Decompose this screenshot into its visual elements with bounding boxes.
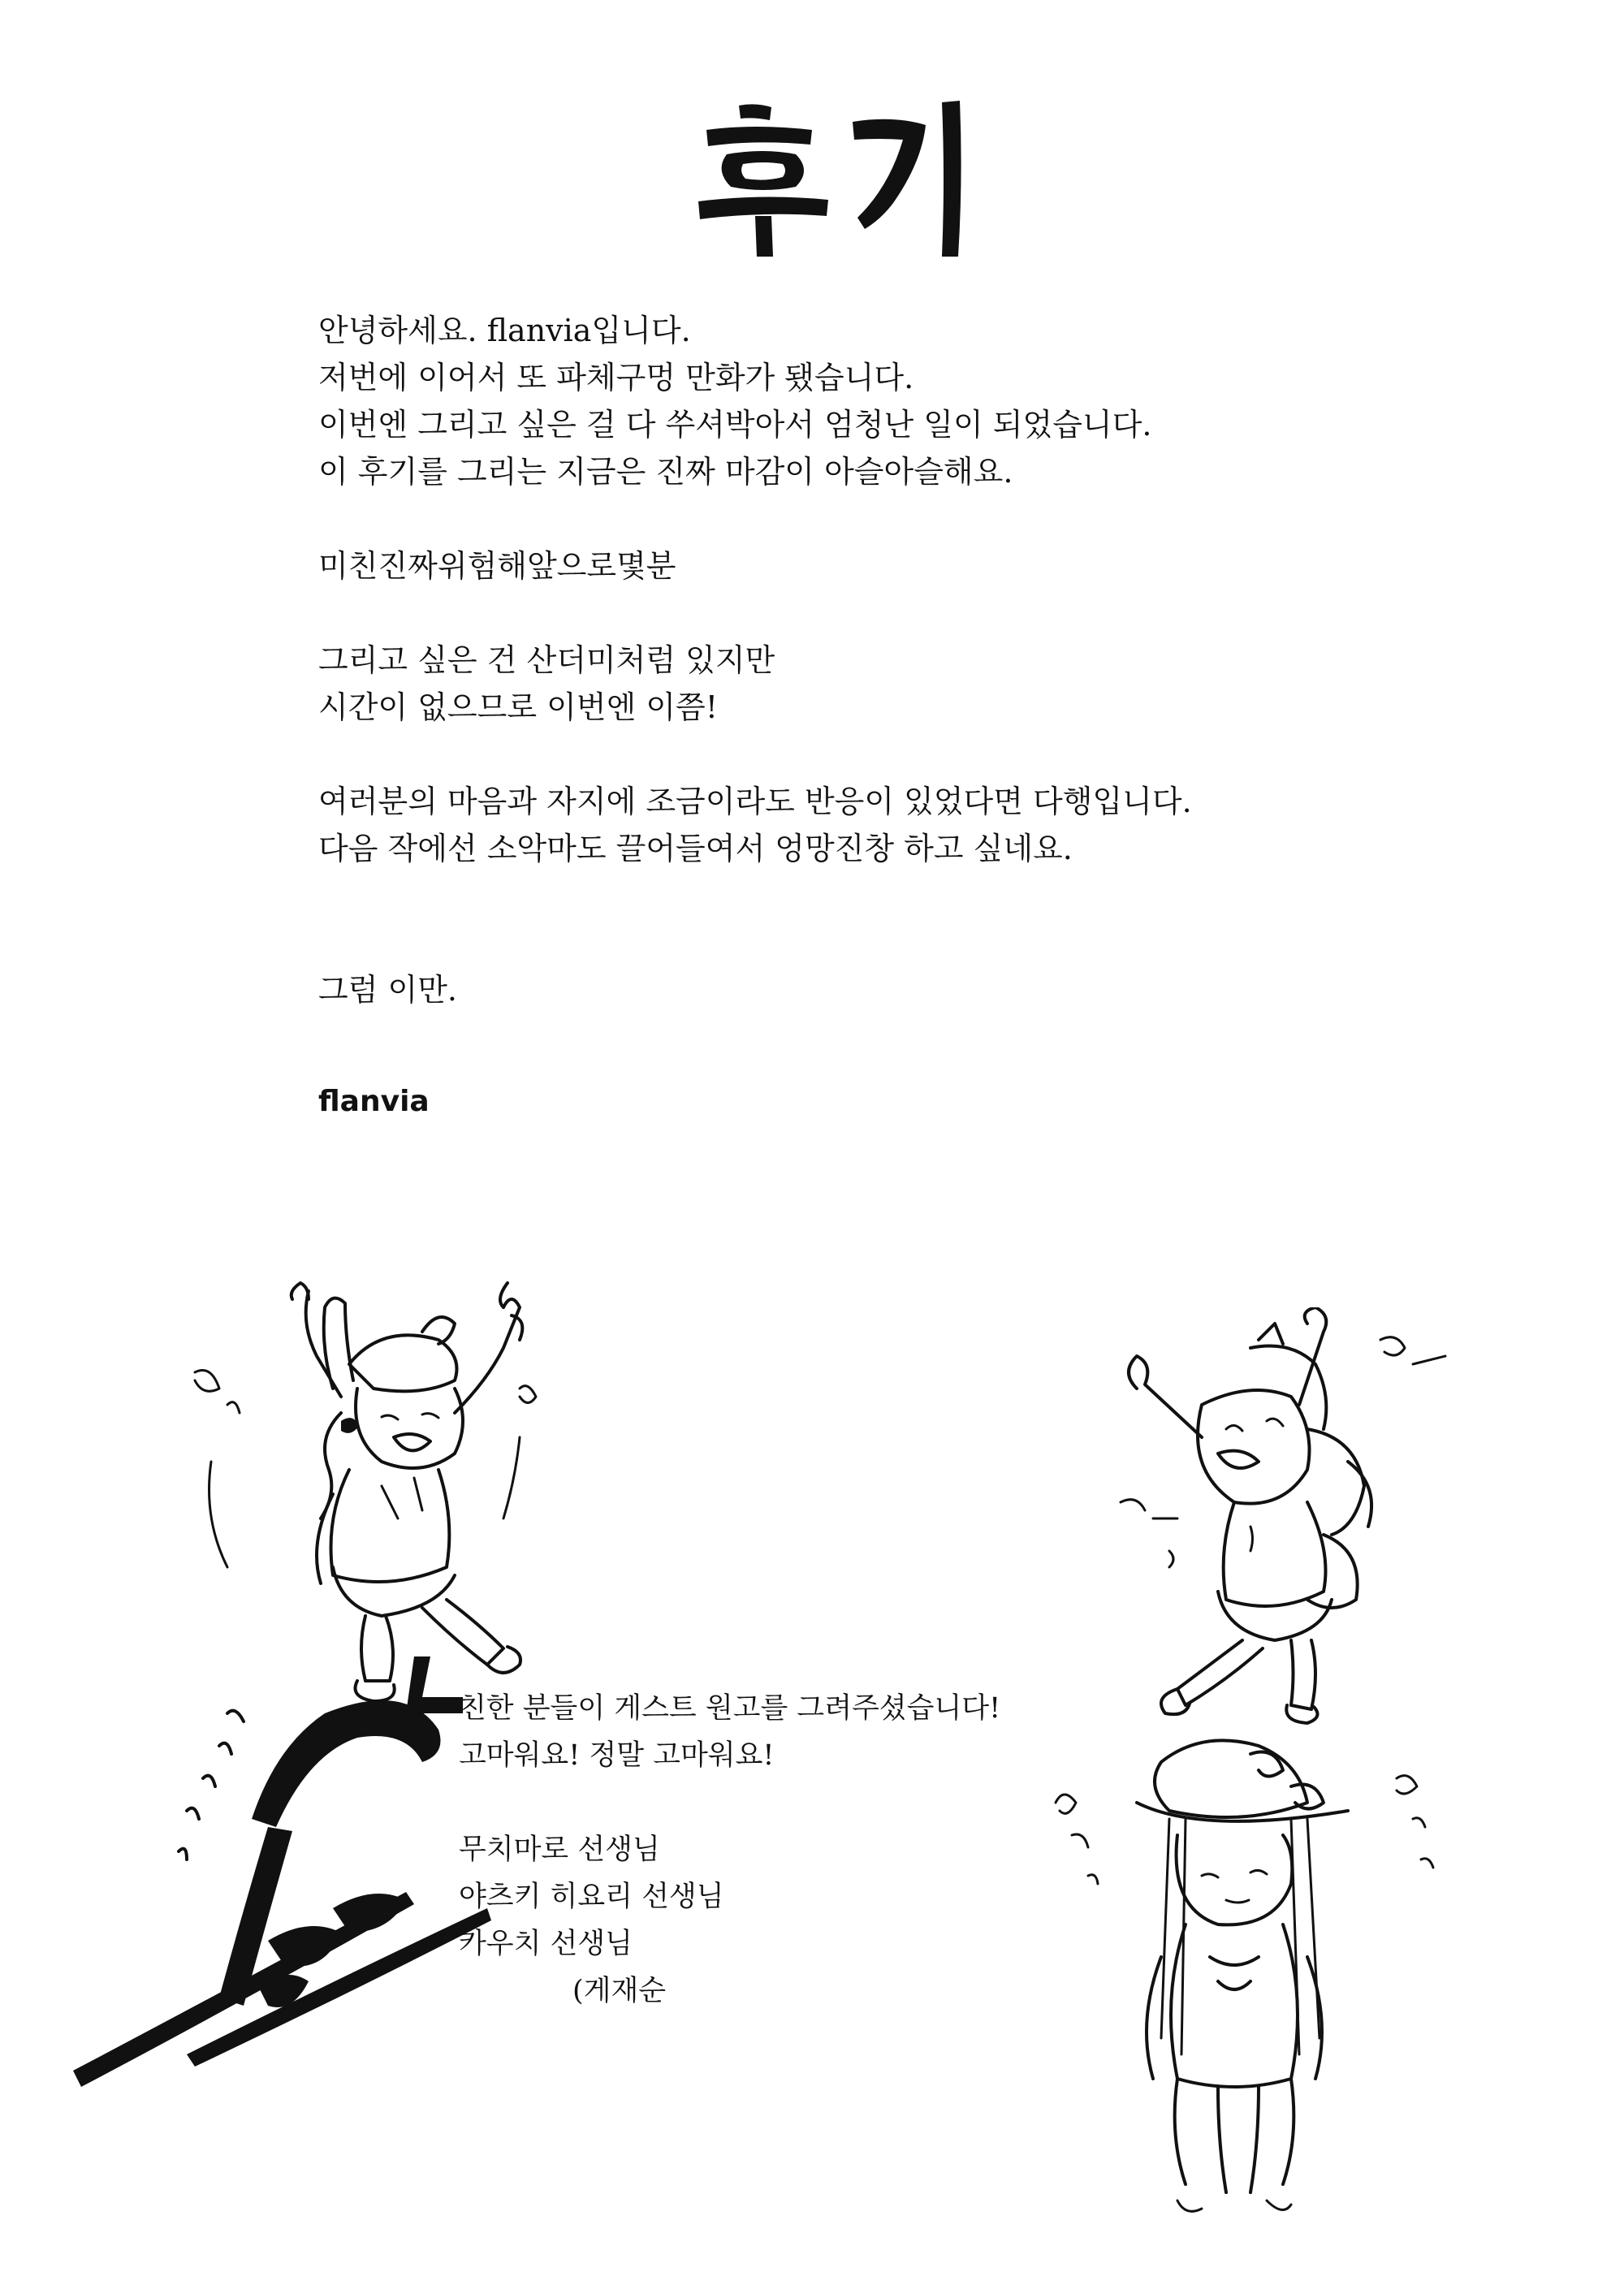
guest-author: 카우치 선생님 <box>459 1928 633 1960</box>
wish-line: 그리고 싶은 건 산더미처럼 있지만 <box>318 642 775 678</box>
afterword-line: 이 후기를 그리는 지금은 진짜 마감이 아슬아슬해요. <box>318 454 1013 490</box>
afterword-line: 저번에 이어서 또 파체구멍 만화가 됐습니다. <box>318 360 914 395</box>
afterword-text <box>318 307 1333 1125</box>
guest-intro-line: 고마워요! 정말 고마워요! <box>459 1739 775 1772</box>
closing-line: 다음 작에선 소악마도 끌어들여서 엉망진창 하고 싶네요. <box>318 831 1073 866</box>
afterword-line: 이번엔 그리고 싶은 걸 다 쑤셔박아서 엄청난 일이 되었습니다. <box>318 407 1152 443</box>
title-brush-lettering <box>698 97 974 260</box>
page-title <box>698 97 974 260</box>
left-character-sketch <box>179 1275 601 1713</box>
guest-author: 야츠키 히요리 선생님 <box>459 1881 724 1913</box>
afterword-line: 안녕하세요. flanvia입니다. <box>318 313 691 348</box>
guest-thanks-text <box>459 1685 1108 2015</box>
wish-line: 시간이 없으므로 이번엔 이쯤! <box>318 689 719 725</box>
guest-intro-line: 친한 분들이 게스트 원고를 그려주셨습니다! <box>459 1692 1001 1725</box>
panic-line: 미친진짜위험해앞으로몇분 <box>318 548 676 584</box>
closing-line: 여러분의 마음과 자지에 조금이라도 반응이 있었다면 다행입니다. <box>318 784 1192 819</box>
bottom-right-character-sketch <box>1039 1713 1462 2249</box>
order-note: (게재순 <box>572 1975 667 2007</box>
author-signature: flanvia <box>318 1085 430 1118</box>
guest-author: 무치마로 선생님 <box>459 1834 660 1866</box>
farewell-line: 그럼 이만. <box>318 972 457 1008</box>
right-character-sketch <box>1088 1307 1510 1730</box>
